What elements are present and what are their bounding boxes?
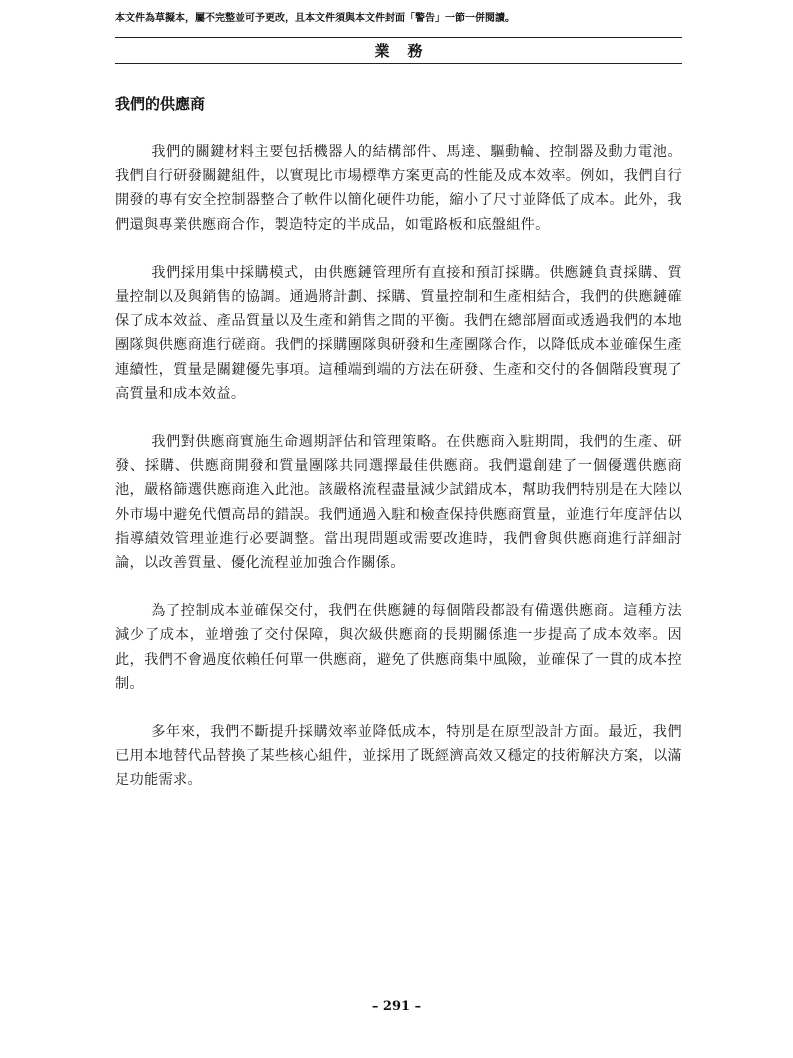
page-number: – 291 – (371, 999, 422, 1014)
body-text (115, 140, 682, 817)
header-rule-top (115, 37, 682, 38)
paragraph: 為了控制成本並確保交付，我們在供應鏈的每個階段都設有備選供應商。這種方法減少了成本，並增強了交付保障，與次級供應商的長期關係進一步提高了成本效率。因此，我們不會過度依賴任何單一供應商，避免了供應商集中風險，並確保了一貫的成本控制。 (115, 603, 682, 692)
paragraph: 多年來，我們不斷提升採購效率並降低成本，特別是在原型設計方面。最近，我們已用本地替代品替換了某些核心組件，並採用了既經濟高效又穩定的技術解決方案，以滿足功能需求。 (115, 724, 682, 789)
paragraph: 我們採用集中採購模式，由供應鏈管理所有直接和預訂採購。供應鏈負責採購、質量控制以及與銷售的協調。通過將計劃、採購、質量控制和生產相結合，我們的供應鏈確保了成本效益、產品質量以及生產和銷售之間的平衡。我們在總部層面或透過我們的本地團隊與供應商進行磋商。我們的採購團隊與研發和生產團隊合作，以降低成本並確保生產連續性，質量是關鍵優先事項。這種端到端的方法在研發、生產和交付的各個階段實現了高質量和成本效益。 (115, 264, 682, 402)
section-title: 業務 (374, 42, 441, 60)
paragraph: 我們的關鍵材料主要包括機器人的結構部件、馬達、驅動輪、控制器及動力電池。我們自行研發關鍵組件，以實現比市場標準方案更高的性能及成本效率。例如，我們自行開發的專有安全控制器整合了軟件以簡化硬件功能，縮小了尺寸並降低了成本。此外，我們還與專業供應商合作，製造特定的半成品，如電路板和底盤組件。 (115, 144, 682, 233)
paragraph: 我們對供應商實施生命週期評估和管理策略。在供應商入駐期間，我們的生產、研發、採購、供應商開發和質量團隊共同選擇最佳供應商。我們還創建了一個優選供應商池，嚴格篩選供應商進入此池。該嚴格流程盡量減少試錯成本，幫助我們特別是在大陸以外市場中避免代價高昂的錯誤。我們通過入駐和檢查保持供應商質量，並進行年度評估以指導績效管理並進行必要調整。當出現問題或需要改進時，我們會與供應商進行詳細討論，以改善質量、優化流程並加強合作關係。 (115, 434, 682, 572)
draft-disclaimer: 本文件為草擬本，屬不完整並可予更改，且本文件須與本文件封面「警告」一節一併閱讀。 (115, 13, 515, 24)
subsection-heading: 我們的供應商 (115, 95, 206, 113)
header-rule-bottom (115, 63, 682, 64)
